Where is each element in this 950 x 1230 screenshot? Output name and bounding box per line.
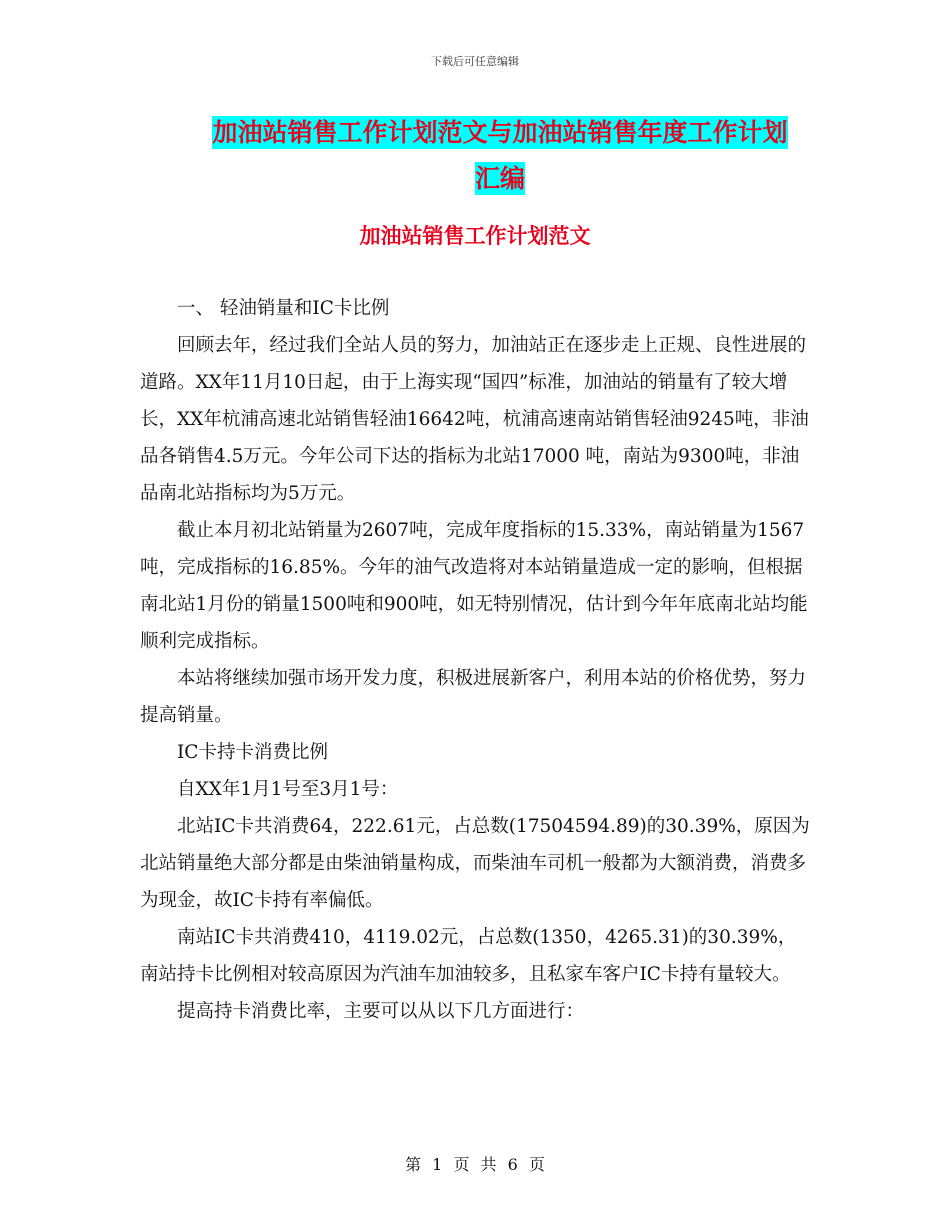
paragraph: 南站IC卡共消费410，4119.02元，占总数(1350，4265.31)的30.39%，南站持卡比例相对较高原因为汽油车加油较多，且私家车客户IC卡持有量较大。 [140,927,797,985]
paragraph-heading: 一、 轻油销量和IC卡比例 [177,298,390,319]
header-note: 下载后可任意编辑 [431,55,519,68]
document-title-line-2: 汇编 [474,164,525,193]
paragraph: IC卡持卡消费比例 [177,742,328,763]
paragraph: 截止本月初北站销量为2607吨，完成年度指标的15.33%，南站销量为1567吨，完成指标的16.85%。今年的油气改造将对本站销量造成一定的影响，但根据南北站1月份的销量1500吨和900吨，如无特别情况，估计到今年年底南北站均能顺利完成指标。 [140,520,808,652]
paragraph: 提高持卡消费比率，主要可以从以下几方面进行： [177,1001,585,1022]
paragraph: 本站将继续加强市场开发力度，积极进展新客户，利用本站的价格优势，努力提高销量。 [140,668,807,726]
body-text [140,290,812,1030]
paragraph: 自XX年1月1号至3月1号： [177,779,399,800]
section-title: 加油站销售工作计划范文 [359,224,591,248]
document-title-line-1: 加油站销售工作计划范文与加油站销售年度工作计划 [212,118,788,147]
paragraph: 回顾去年，经过我们全站人员的努力，加油站正在逐步走上正规、良性进展的道路。XX年11月10日起，由于上海实现“国四”标准，加油站的销量有了较大增长，XX年杭浦高速北站销售轻油16642吨，杭浦高速南站销售轻油9245吨，非油品各销售4.5万元。今年公司下达的指标为北站17000 吨，南站为9300吨，非油品南北站指标均为5万元。 [140,335,809,504]
page-number: 第 1 页 共 6 页 [405,1155,545,1174]
paragraph: 北站IC卡共消费64，222.61元，占总数(17504594.89)的30.39%，原因为北站销量绝大部分都是由柴油销量构成，而柴油车司机一般都为大额消费，消费多为现金，故IC卡持有率偏低。 [140,816,810,911]
document-title [120,110,880,202]
